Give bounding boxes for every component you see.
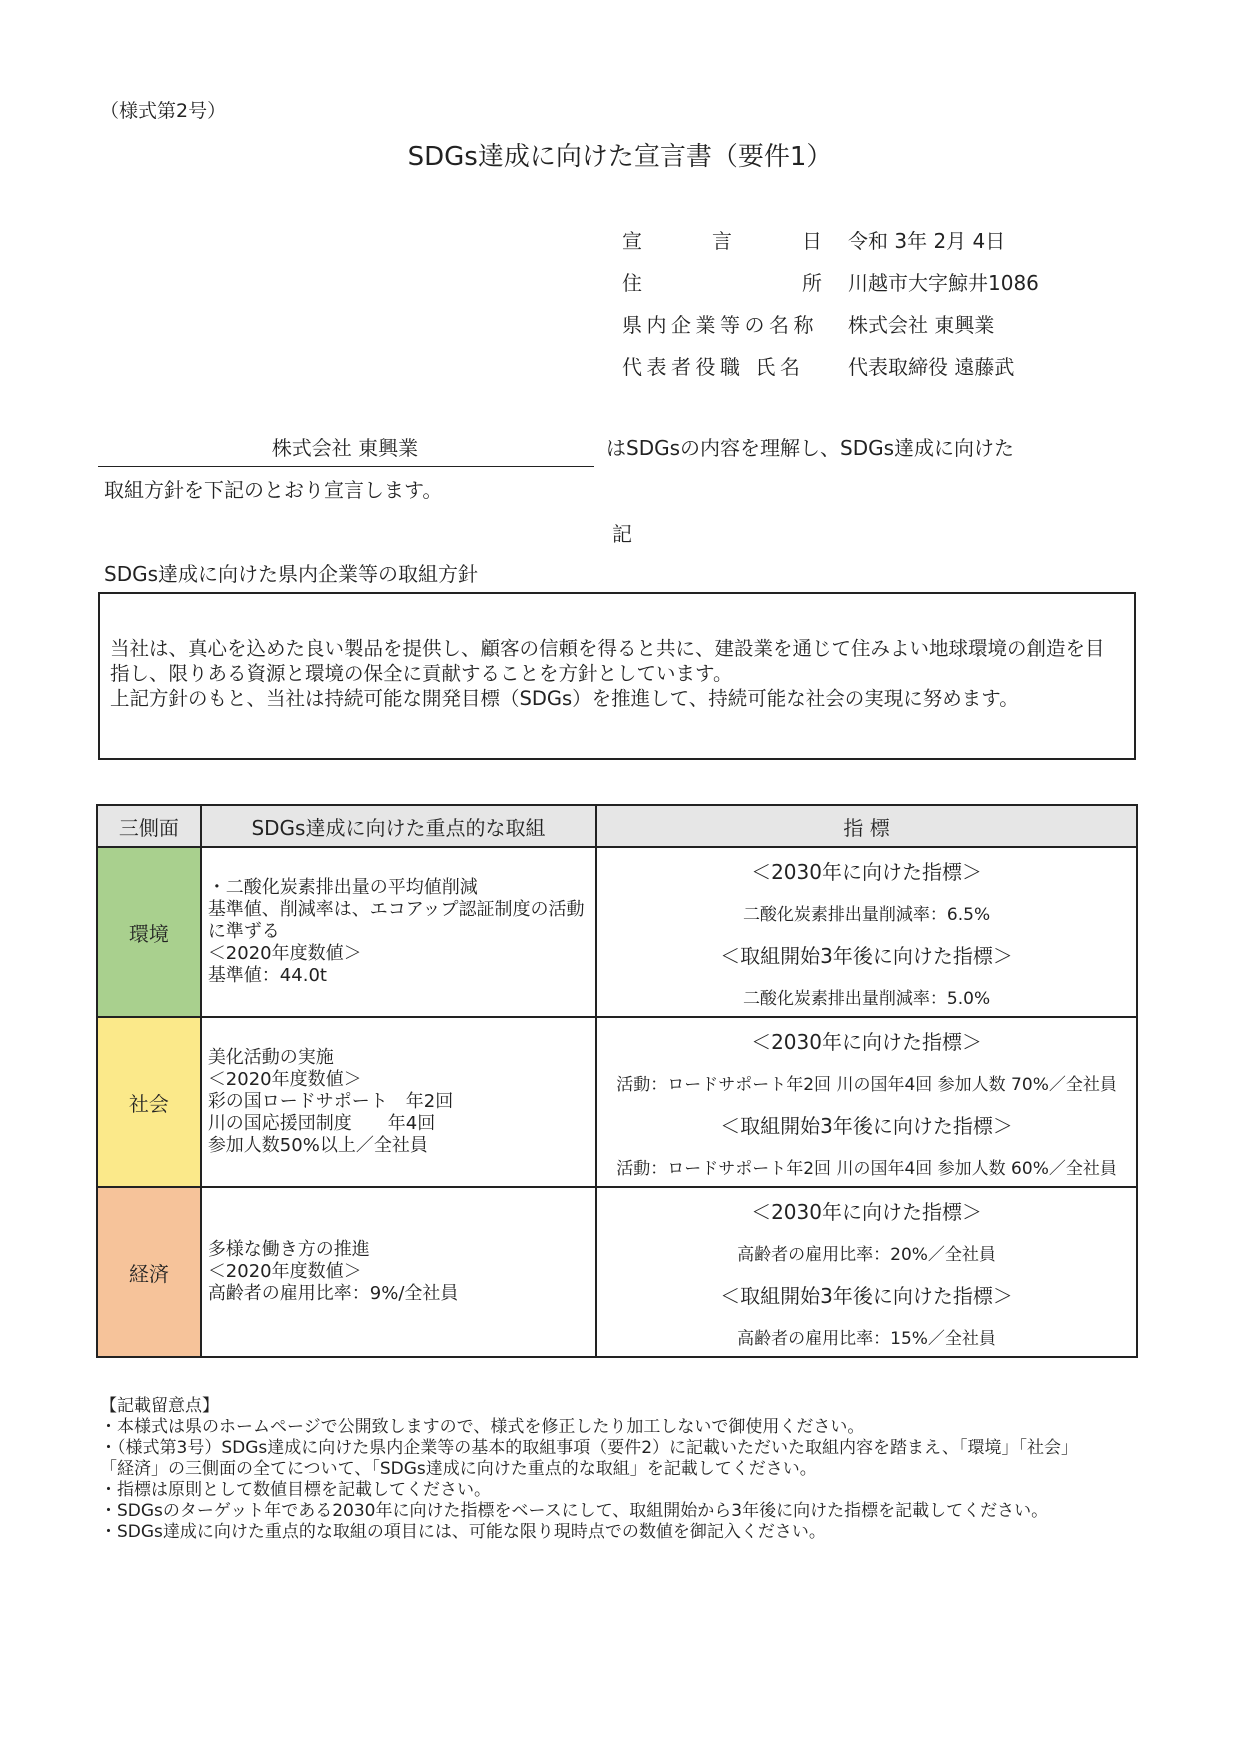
indicator-3y-title: ＜取組開始3年後に向けた指標＞	[720, 1283, 1013, 1308]
info-row-address	[622, 260, 1039, 302]
declaration-text: はSDGsの内容を理解し、SDGs達成に向けた	[606, 436, 1015, 460]
info-row-date	[622, 218, 1039, 260]
indicator-3y-title: ＜取組開始3年後に向けた指標＞	[720, 943, 1013, 968]
policy-line: 当社は、真心を込めた良い製品を提供し、顧客の信頼を得ると共に、建設業を通じて住みよい地球環境の創造を目	[110, 637, 1105, 660]
info-label: 代表者役職 氏名	[622, 354, 805, 379]
indicator-2030-value: 高齢者の雇用比率：20%／全社員	[737, 1244, 996, 1265]
note-item: 「経済」の三側面の全てについて、「SDGs達成に向けた重点的な取組」を記載してください。	[100, 1459, 817, 1479]
info-label: 住 所	[622, 270, 822, 295]
header-indicators: 指 標	[596, 805, 1137, 847]
indicator-3y-title: ＜取組開始3年後に向けた指標＞	[720, 1113, 1013, 1138]
header-aspect: 三側面	[97, 805, 201, 847]
note-item: ・本様式は県のホームページで公開致しますので、様式を修正したり加工しないで御使用ください。	[100, 1417, 865, 1437]
info-label: 宣 言 日	[622, 228, 822, 253]
declaration-info	[622, 218, 1039, 386]
indicator-2030-title: ＜2030年に向けた指標＞	[751, 1199, 982, 1224]
ki-heading: 記	[612, 522, 632, 546]
notes-heading: 【記載留意点】	[100, 1396, 219, 1416]
info-label: 県内企業等の名称	[622, 312, 818, 337]
actions-cell: ・二酸化炭素排出量の平均値削減 基準値、削減率は、エコアップ認証制度の活動 に準ずる ＜2020年度数値＞ 基準値：44.0t	[201, 847, 596, 1017]
actions-cell: 美化活動の実施 ＜2020年度数値＞ 彩の国ロードサポート 年2回 川の国応援団制度 年4回 参加人数50%以上／全社員	[201, 1017, 596, 1187]
aspect-society: 社会	[97, 1017, 201, 1187]
declaration-text-2: 取組方針を下記のとおり宣言します。	[104, 478, 443, 502]
indicator-3y-value: 二酸化炭素排出量削減率：5.0%	[742, 988, 991, 1009]
table-header-row	[97, 805, 1137, 847]
declaration-date: 令和 3年 2月 4日	[848, 228, 1006, 253]
note-item: ・SDGs達成に向けた重点的な取組の項目には、可能な限り現時点での数値を御記入ください。	[100, 1522, 826, 1542]
aspect-environment: 環境	[97, 847, 201, 1017]
indicator-2030-value: 活動：ロードサポート年2回 川の国年4回 参加人数 70%／全社員	[616, 1074, 1117, 1095]
company-name: 株式会社 東興業	[848, 312, 995, 337]
info-row-representative	[622, 344, 1039, 386]
indicator-2030-value: 二酸化炭素排出量削減率：6.5%	[742, 904, 991, 925]
policy-box	[98, 592, 1136, 760]
table-row-society	[97, 1017, 1137, 1187]
form-number: （様式第2号）	[100, 100, 227, 122]
page-title: SDGs達成に向けた宣言書（要件1）	[407, 142, 833, 172]
policy-title: SDGs達成に向けた県内企業等の取組方針	[104, 562, 479, 586]
underline-divider	[98, 466, 594, 467]
info-row-company	[622, 302, 1039, 344]
indicators-cell	[596, 1187, 1137, 1357]
indicator-3y-value: 高齢者の雇用比率：15%／全社員	[737, 1328, 996, 1349]
address: 川越市大字鯨井1086	[848, 270, 1039, 295]
notes-section	[100, 1396, 1140, 1543]
note-item: ・指標は原則として数値目標を記載してください。	[100, 1480, 491, 1500]
sdg-table	[96, 804, 1138, 1358]
representative: 代表取締役 遠藤武	[848, 354, 1015, 379]
indicator-2030-title: ＜2030年に向けた指標＞	[751, 1029, 982, 1054]
indicators-cell	[596, 1017, 1137, 1187]
indicators-cell	[596, 847, 1137, 1017]
table-row-economy	[97, 1187, 1137, 1357]
note-item: ・（様式第3号）SDGs達成に向けた県内企業等の基本的取組事項（要件2）に記載いただいた取組内容を踏まえ、「環境」「社会」	[100, 1438, 1079, 1458]
declaration-company: 株式会社 東興業	[271, 436, 419, 460]
header-actions: SDGs達成に向けた重点的な取組	[201, 805, 596, 847]
indicator-2030-title: ＜2030年に向けた指標＞	[751, 859, 982, 884]
indicator-3y-value: 活動：ロードサポート年2回 川の国年4回 参加人数 60%／全社員	[616, 1158, 1117, 1179]
policy-line: 指し、限りある資源と環境の保全に貢献することを方針としています。	[110, 662, 733, 685]
aspect-economy: 経済	[97, 1187, 201, 1357]
note-item: ・SDGsのターゲット年である2030年に向けた指標をベースにして、取組開始から3年後に向けた指標を記載してください。	[100, 1501, 1049, 1521]
actions-cell: 多様な働き方の推進 ＜2020年度数値＞ 高齢者の雇用比率：9%/全社員	[201, 1187, 596, 1357]
policy-line: 上記方針のもと、当社は持続可能な開発目標（SDGs）を推進して、持続可能な社会の実現に努めます。	[110, 687, 1019, 710]
table-row-environment	[97, 847, 1137, 1017]
